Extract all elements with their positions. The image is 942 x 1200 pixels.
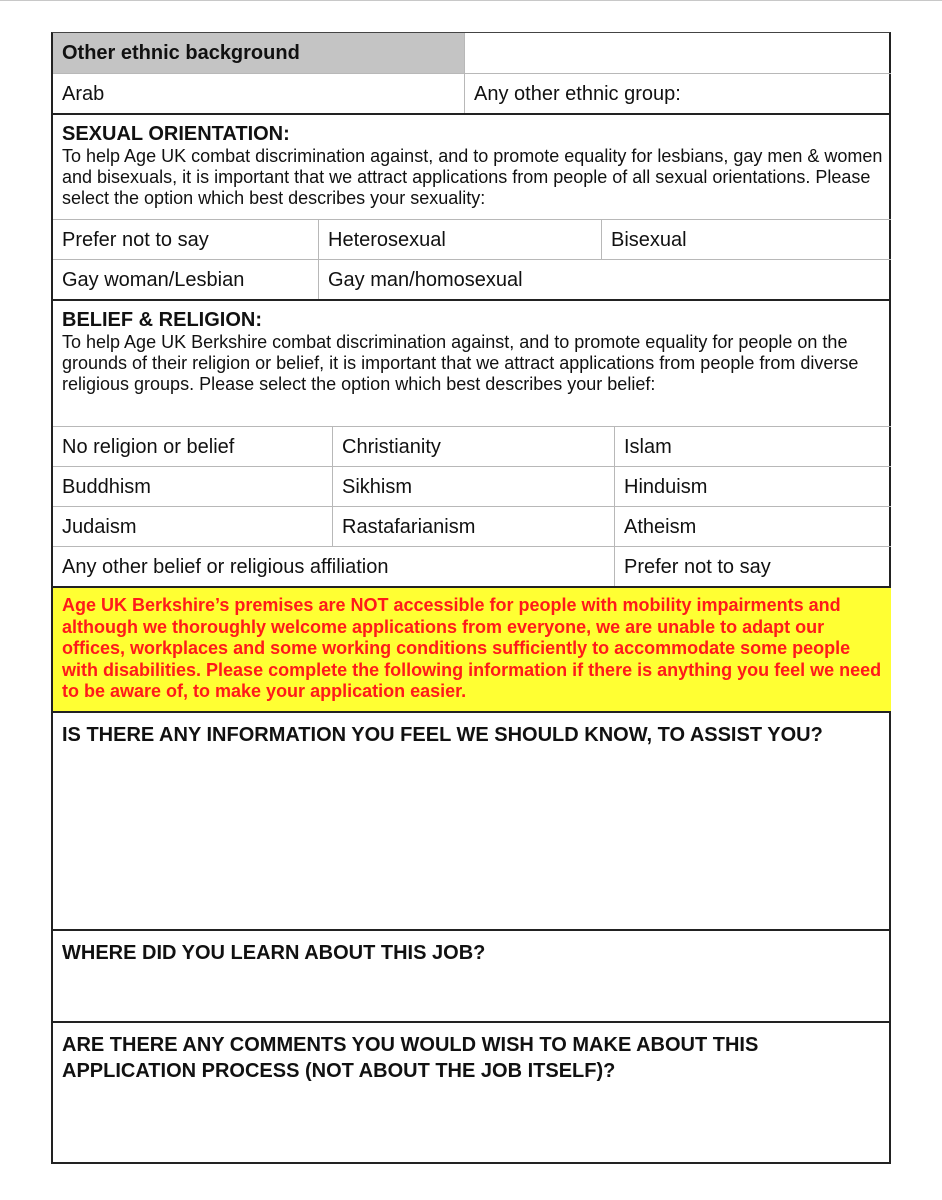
belief-row-4 — [53, 547, 891, 588]
option-belief-prefer-not-to-say[interactable]: Prefer not to say — [614, 547, 891, 586]
equal-opportunities-form — [51, 32, 891, 1164]
assist-question-box[interactable] — [53, 713, 891, 931]
belief-religion-title: BELIEF & RELIGION: — [62, 309, 262, 331]
sexual-orientation-row-2 — [53, 260, 891, 301]
belief-religion-section — [53, 301, 891, 427]
belief-row-2 — [53, 467, 891, 507]
ethnic-options-row — [53, 74, 891, 115]
option-prefer-not-to-say[interactable]: Prefer not to say — [62, 229, 209, 251]
option-islam[interactable]: Islam — [614, 427, 891, 466]
option-heterosexual[interactable]: Heterosexual — [318, 220, 601, 259]
option-hinduism[interactable]: Hinduism — [614, 467, 891, 506]
option-bisexual[interactable]: Bisexual — [601, 220, 891, 259]
comments-question-box[interactable] — [53, 1023, 891, 1163]
belief-religion-intro: To help Age UK Berkshire combat discrimination against, and to promote equality for people on the grounds of their religion or belief, it is important that we attract applications from people from diverse religious groups. Please select the option which best describes your belief: — [62, 332, 859, 394]
option-no-religion[interactable]: No religion or belief — [62, 436, 235, 458]
belief-row-3 — [53, 507, 891, 547]
learn-question-label: WHERE DID YOU LEARN ABOUT THIS JOB? — [62, 942, 486, 964]
sexual-orientation-intro: To help Age UK combat discrimination against, and to promote equality for lesbians, gay men & women and bisexuals, it is important that we attract applications from people of all sexual orientations. Please select the option which best describes your sexuality: — [62, 146, 883, 208]
option-other-ethnic-group[interactable]: Any other ethnic group: — [464, 74, 891, 113]
ethnic-header-blank — [464, 33, 891, 73]
belief-row-1 — [53, 427, 891, 467]
option-gay-woman-lesbian[interactable]: Gay woman/Lesbian — [62, 269, 245, 291]
accessibility-notice: Age UK Berkshire’s premises are NOT accessible for people with mobility impairments and although we thoroughly welcome applications from everyone, we are unable to adapt our offices, workplaces and some working conditions sufficiently to accommodate some people with disabilities. Please complete the following information if there is anything you feel we need to be aware of, to make your application easier. — [53, 588, 891, 713]
assist-question-label: IS THERE ANY INFORMATION YOU FEEL WE SHOULD KNOW, TO ASSIST YOU? — [62, 724, 823, 746]
sexual-orientation-row-1 — [53, 220, 891, 260]
option-other-belief[interactable]: Any other belief or religious affiliation — [62, 556, 389, 578]
comments-question-label: ARE THERE ANY COMMENTS YOU WOULD WISH TO MAKE ABOUT THIS APPLICATION PROCESS (NOT ABOUT THE JOB ITSELF)? — [62, 1034, 759, 1082]
sexual-orientation-title: SEXUAL ORIENTATION: — [62, 123, 290, 145]
option-christianity[interactable]: Christianity — [332, 427, 614, 466]
option-judaism[interactable]: Judaism — [62, 516, 137, 538]
option-buddhism[interactable]: Buddhism — [62, 476, 151, 498]
option-atheism[interactable]: Atheism — [614, 507, 891, 546]
option-gay-man-homosexual[interactable]: Gay man/homosexual — [318, 260, 891, 299]
page-top-rule — [0, 0, 942, 1]
option-sikhism[interactable]: Sikhism — [332, 467, 614, 506]
option-arab[interactable]: Arab — [62, 83, 105, 105]
option-rastafarianism[interactable]: Rastafarianism — [332, 507, 614, 546]
ethnic-section-header: Other ethnic background — [53, 33, 464, 73]
sexual-orientation-section — [53, 115, 891, 220]
learn-question-box[interactable] — [53, 931, 891, 1023]
ethnic-header-row — [53, 33, 891, 74]
